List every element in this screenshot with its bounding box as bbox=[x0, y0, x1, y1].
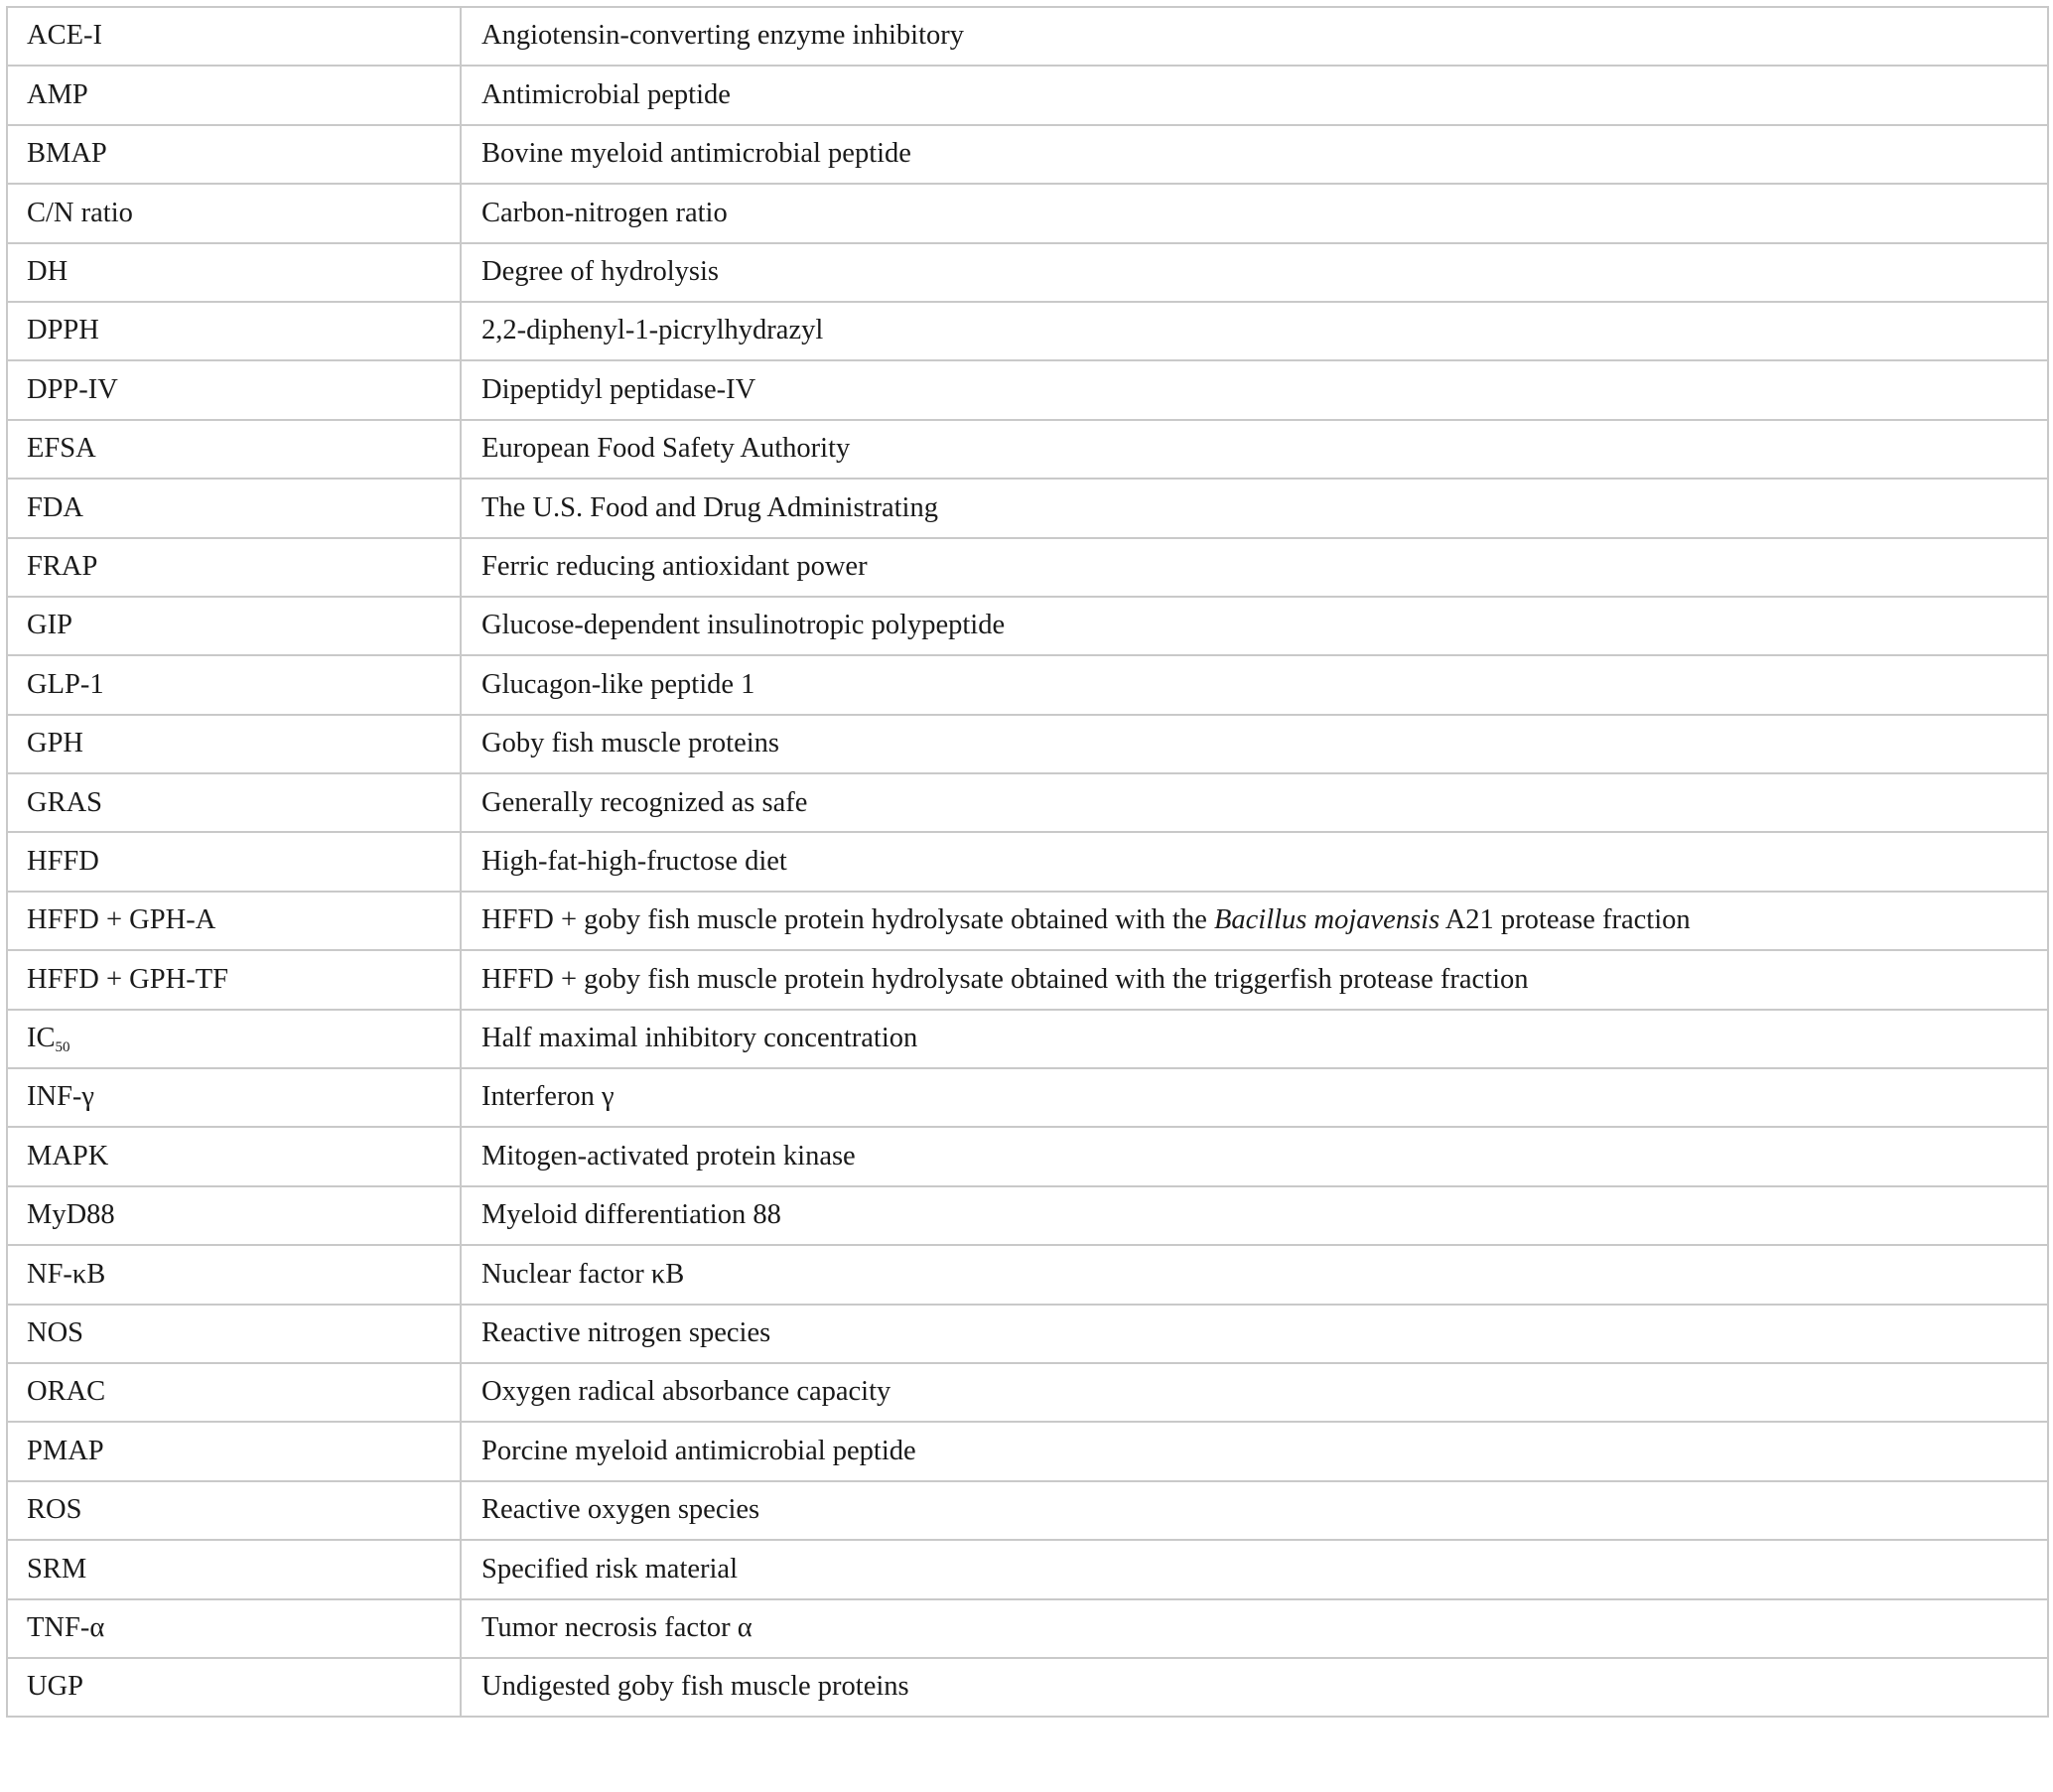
abbreviation-cell: DPP-IV bbox=[7, 360, 461, 419]
definition-cell: 2,2-diphenyl-1-picrylhydrazyl bbox=[461, 302, 2048, 360]
definition-cell: HFFD + goby fish muscle protein hydrolysate obtained with the triggerfish protease fraction bbox=[461, 950, 2048, 1009]
definition-cell: Glucagon-like peptide 1 bbox=[461, 655, 2048, 714]
abbreviation-cell: GPH bbox=[7, 715, 461, 773]
abbreviation-cell: MAPK bbox=[7, 1127, 461, 1185]
definition-cell: Reactive nitrogen species bbox=[461, 1305, 2048, 1363]
definition-cell: Interferon γ bbox=[461, 1068, 2048, 1127]
abbreviation-cell: GLP-1 bbox=[7, 655, 461, 714]
definition-cell: Goby fish muscle proteins bbox=[461, 715, 2048, 773]
table-row bbox=[7, 1422, 2048, 1480]
table-row bbox=[7, 1245, 2048, 1304]
table-row bbox=[7, 1127, 2048, 1185]
table-row bbox=[7, 773, 2048, 832]
definition-cell: European Food Safety Authority bbox=[461, 420, 2048, 479]
subscript: 50 bbox=[55, 1039, 70, 1056]
abbreviation-cell: EFSA bbox=[7, 420, 461, 479]
abbreviation-cell: C/N ratio bbox=[7, 184, 461, 242]
abbreviation-cell: NF-κB bbox=[7, 1245, 461, 1304]
definition-cell: Porcine myeloid antimicrobial peptide bbox=[461, 1422, 2048, 1480]
definition-cell: The U.S. Food and Drug Administrating bbox=[461, 479, 2048, 537]
abbreviation-cell: ACE-I bbox=[7, 7, 461, 66]
table-row bbox=[7, 420, 2048, 479]
abbreviation-cell: TNF-α bbox=[7, 1599, 461, 1658]
definition-cell: Myeloid differentiation 88 bbox=[461, 1186, 2048, 1245]
table-row bbox=[7, 597, 2048, 655]
table-row bbox=[7, 892, 2048, 950]
table-row bbox=[7, 7, 2048, 66]
table-row bbox=[7, 302, 2048, 360]
definition-cell: Ferric reducing antioxidant power bbox=[461, 538, 2048, 597]
table-row bbox=[7, 243, 2048, 302]
definition-cell: Carbon-nitrogen ratio bbox=[461, 184, 2048, 242]
definition-cell: Nuclear factor κB bbox=[461, 1245, 2048, 1304]
table-row bbox=[7, 1363, 2048, 1422]
definition-cell: Bovine myeloid antimicrobial peptide bbox=[461, 125, 2048, 184]
table-row bbox=[7, 1068, 2048, 1127]
definition-text: A21 protease fraction bbox=[1439, 904, 1691, 936]
table-row bbox=[7, 1010, 2048, 1068]
definition-cell: Glucose-dependent insulinotropic polypeptide bbox=[461, 597, 2048, 655]
abbreviation-cell: ROS bbox=[7, 1481, 461, 1540]
table-row bbox=[7, 1658, 2048, 1717]
abbreviation-cell: HFFD + GPH-TF bbox=[7, 950, 461, 1009]
definition-cell: Angiotensin-converting enzyme inhibitory bbox=[461, 7, 2048, 66]
table-row bbox=[7, 1599, 2048, 1658]
definition-cell bbox=[461, 892, 2048, 950]
abbreviation-cell: DH bbox=[7, 243, 461, 302]
species-name: Bacillus mojavensis bbox=[1213, 904, 1440, 936]
definition-cell: Antimicrobial peptide bbox=[461, 66, 2048, 124]
abbreviation-cell: MyD88 bbox=[7, 1186, 461, 1245]
abbreviations-table bbox=[6, 6, 2049, 1718]
definition-cell: Mitogen-activated protein kinase bbox=[461, 1127, 2048, 1185]
definition-cell: Oxygen radical absorbance capacity bbox=[461, 1363, 2048, 1422]
table-row bbox=[7, 1186, 2048, 1245]
abbreviation-cell: DPPH bbox=[7, 302, 461, 360]
definition-cell: Reactive oxygen species bbox=[461, 1481, 2048, 1540]
abbreviation-cell: SRM bbox=[7, 1540, 461, 1598]
abbreviation-cell: INF-γ bbox=[7, 1068, 461, 1127]
table-row bbox=[7, 950, 2048, 1009]
abbreviation-cell: ORAC bbox=[7, 1363, 461, 1422]
abbreviation-cell: GIP bbox=[7, 597, 461, 655]
abbreviation-cell: GRAS bbox=[7, 773, 461, 832]
abbreviation-cell: UGP bbox=[7, 1658, 461, 1717]
table-row bbox=[7, 66, 2048, 124]
abbreviation-cell: FRAP bbox=[7, 538, 461, 597]
table-row bbox=[7, 184, 2048, 242]
table-row bbox=[7, 715, 2048, 773]
table-row bbox=[7, 1481, 2048, 1540]
table-row bbox=[7, 479, 2048, 537]
abbreviation-cell: PMAP bbox=[7, 1422, 461, 1480]
abbreviation-cell: NOS bbox=[7, 1305, 461, 1363]
definition-cell: High-fat-high-fructose diet bbox=[461, 832, 2048, 891]
definition-cell: Specified risk material bbox=[461, 1540, 2048, 1598]
table-row bbox=[7, 1305, 2048, 1363]
table-row bbox=[7, 125, 2048, 184]
definition-cell: Half maximal inhibitory concentration bbox=[461, 1010, 2048, 1068]
abbreviation-cell bbox=[7, 1010, 461, 1068]
abbreviation-cell: AMP bbox=[7, 66, 461, 124]
abbreviation-cell: HFFD + GPH-A bbox=[7, 892, 461, 950]
definition-cell: Generally recognized as safe bbox=[461, 773, 2048, 832]
abbreviation-cell: HFFD bbox=[7, 832, 461, 891]
table-row bbox=[7, 360, 2048, 419]
table-row bbox=[7, 1540, 2048, 1598]
table-row bbox=[7, 655, 2048, 714]
definition-text: HFFD + goby fish muscle protein hydrolysate obtained with the bbox=[481, 904, 1214, 936]
table-row bbox=[7, 832, 2048, 891]
abbreviation-cell: BMAP bbox=[7, 125, 461, 184]
table-row bbox=[7, 538, 2048, 597]
definition-cell: Degree of hydrolysis bbox=[461, 243, 2048, 302]
abbreviation-cell: FDA bbox=[7, 479, 461, 537]
definition-cell: Tumor necrosis factor α bbox=[461, 1599, 2048, 1658]
definition-cell: Dipeptidyl peptidase-IV bbox=[461, 360, 2048, 419]
definition-cell: Undigested goby fish muscle proteins bbox=[461, 1658, 2048, 1717]
abbreviation-text: IC bbox=[27, 1023, 56, 1054]
